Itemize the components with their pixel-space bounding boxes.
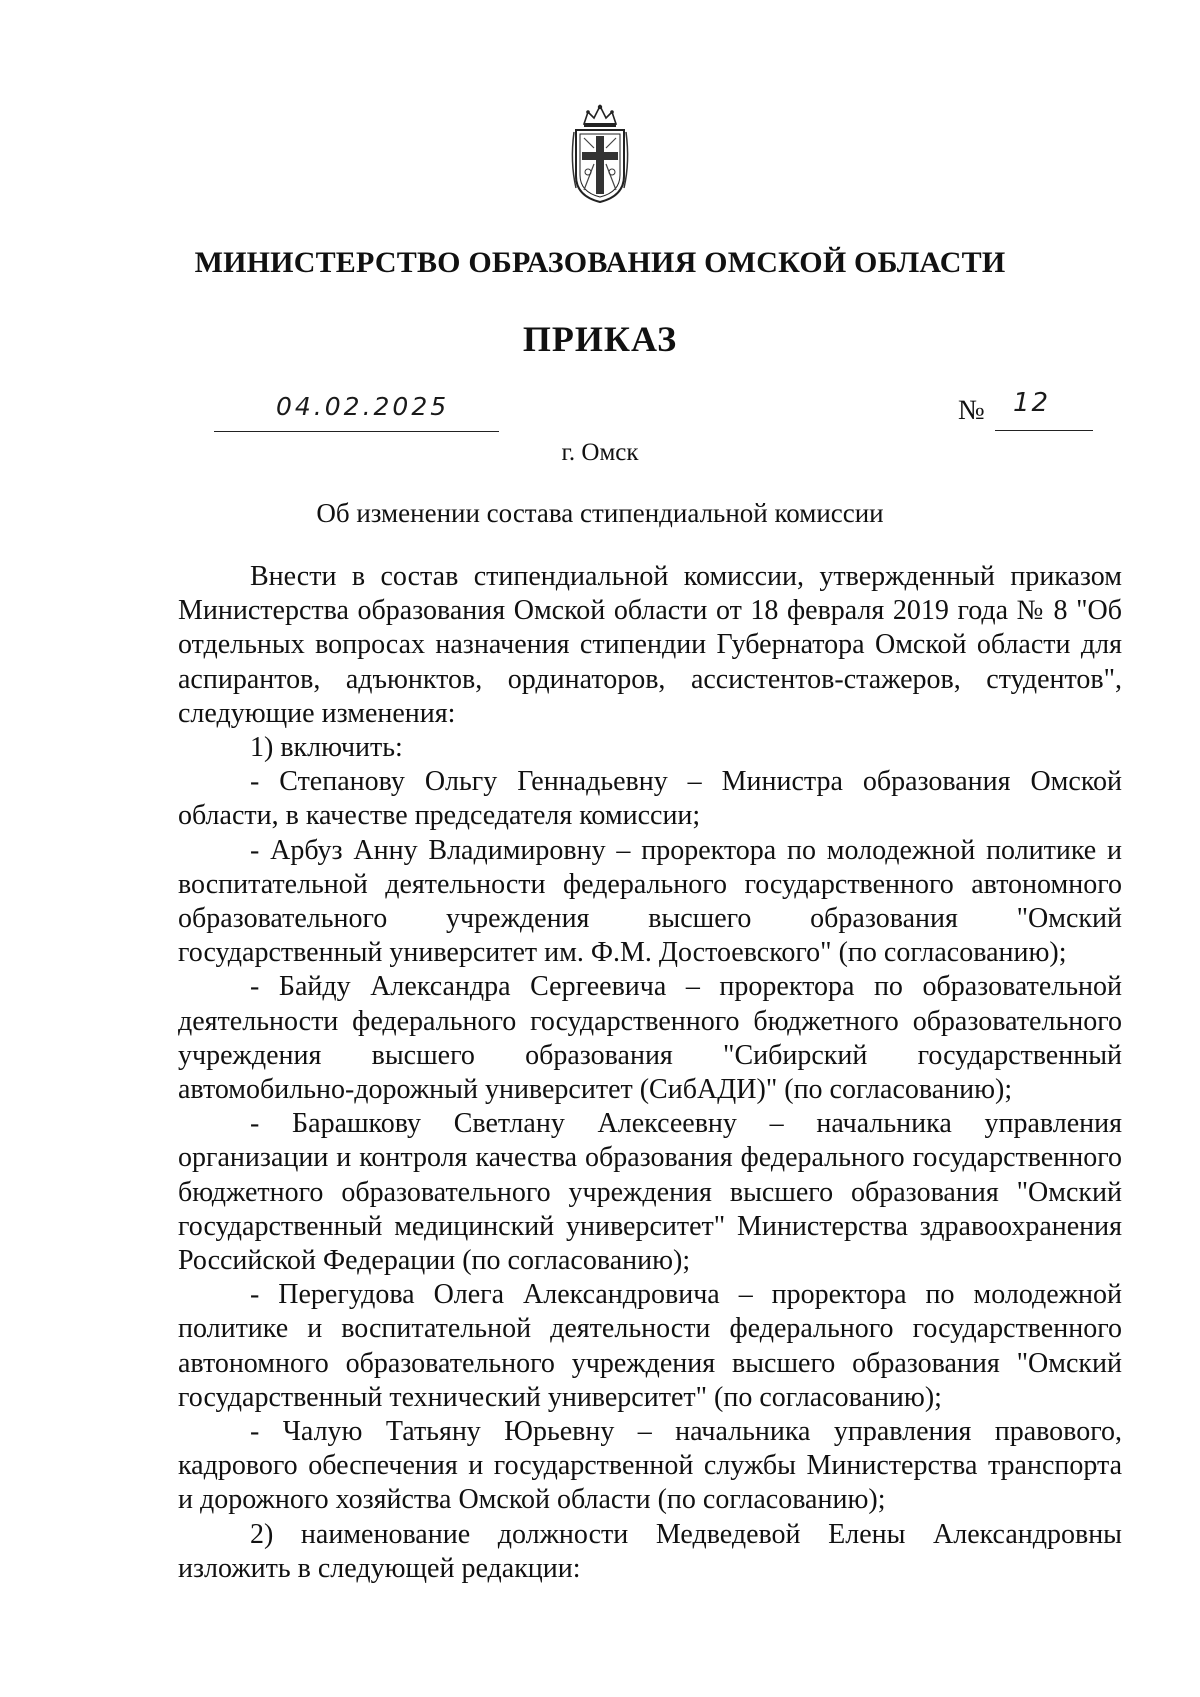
paragraph-intro: Внести в состав стипендиальной комиссии, утвержденный приказом Министерства образования Омской области от 18 февраля 2019 года № 8 "Об отдельных вопросах назначения стипендии Губернатора Омской области для аспирантов, адъюнктов, ординаторов, ассистентов-стажеров, студентов", следующие изменения: — [178, 561, 1122, 729]
paragraph-item-2: 2) наименование должности Медведевой Елены Александровны изложить в следующей редакции: — [178, 1518, 1122, 1584]
order-date: 04.02.2025 — [276, 392, 450, 421]
city-name: г. Омск — [561, 439, 639, 466]
paragraph-bayda: - Байду Александра Сергеевича – проректора по образовательной деятельности федерального государственного бюджетного образовательного учреждения высшего образования "Сибирский государственный автомобильно-дорожный университет (СибАДИ)" (по согласованию); — [178, 971, 1122, 1106]
document-type-title: ПРИКАЗ — [522, 319, 678, 359]
date-underline — [214, 431, 499, 432]
ministry-title: МИНИСТЕРСТВО ОБРАЗОВАНИЯ ОМСКОЙ ОБЛАСТИ — [194, 246, 1006, 279]
paragraph-item-1: 1) включить: — [250, 732, 403, 764]
order-subject: Об изменении состава стипендиальной комиссии — [316, 498, 884, 528]
paragraph-barashkova: - Барашкову Светлану Алексеевну – начальника управления организации и контроля качества образования федерального государственного бюджетного образовательного учреждения высшего образования "Омский государственный медицинский университет" Министерства здравоохранения Российской Федерации (по согласованию); — [178, 1108, 1122, 1277]
coat-of-arms-emblem — [568, 102, 632, 206]
order-number: 12 — [1013, 388, 1051, 418]
paragraph-chalaya: - Чалую Татьяну Юрьевну – начальника управления правового, кадрового обеспечения и государственной службы Министерства транспорта и дорожного хозяйства Омской области (по согласованию); — [178, 1416, 1122, 1516]
paragraph-peregudov: - Перегудова Олега Александровича – проректора по молодежной политике и воспитательной деятельности федерального государственного автономного образовательного учреждения высшего образования "Омский государственный технический университет" (по согласованию); — [178, 1279, 1122, 1413]
paragraph-arbuz: - Арбуз Анну Владимировну – проректора по молодежной политике и воспитательной деятельности федерального государственного автономного образовательного учреждения высшего образования "Омский государственный университет им. Ф.М. Достоевского" (по согласованию); — [178, 834, 1122, 969]
number-underline — [995, 430, 1093, 431]
number-label: № — [958, 395, 985, 426]
order-body — [178, 560, 1122, 1586]
paragraph-stepanova: - Степанову Ольгу Геннадьевну – Министра образования Омской области, в качестве председателя комиссии; — [178, 766, 1122, 832]
